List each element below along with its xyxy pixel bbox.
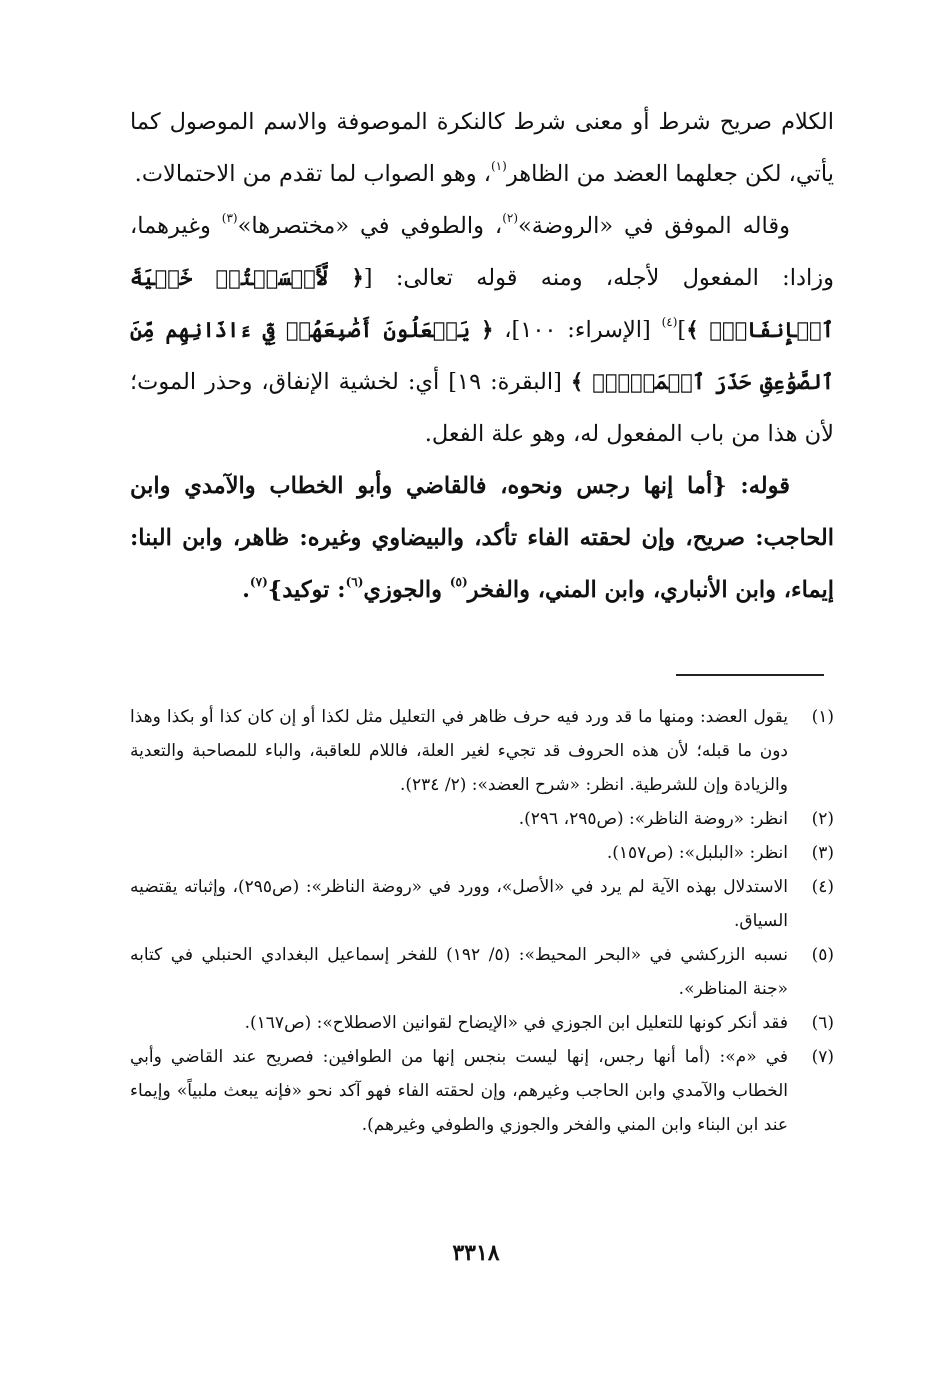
paragraph-1-text-a: الكلام صريح شرط أو معنى شرط كالنكرة الموصوفة والاسم الموصول كما يأتي، لكن جعلهما العضد من الظاهر — [130, 109, 834, 187]
footnote-ref-1: (١) — [490, 159, 507, 173]
footnote-number: (٧) — [811, 1047, 834, 1067]
footnote-text: انظر: «روضة الناظر»: (ص٢٩٥، ٢٩٦). — [518, 809, 788, 829]
footnote-4 — [130, 870, 834, 938]
footnote-number: (٢) — [811, 809, 834, 829]
page-number: ٣٣١٨ — [452, 1240, 500, 1266]
paragraph-2-text-a: وقاله الموفق في «الروضة» — [518, 213, 790, 239]
paragraph-1-text-b: ، وهو الصواب لما تقدم من الاحتمالات. — [134, 161, 491, 187]
footnote-ref-7: (٧) — [249, 575, 268, 589]
footnote-ref-5: (٥) — [449, 575, 468, 589]
footnote-ref-6: (٦) — [345, 575, 364, 589]
footnote-3 — [130, 836, 834, 870]
footnotes — [130, 700, 834, 1142]
footnote-text: فقد أنكر كونها للتعليل ابن الجوزي في «الإيضاح لقوانين الاصطلاح»: (ص١٦٧). — [244, 1013, 788, 1033]
paragraph-2-text-c: وغيرهما، وزادا: المفعول لأجله، ومنه قوله تعالى: [ — [130, 213, 834, 291]
footnote-ref-3: (٣) — [221, 211, 238, 225]
paragraph-3-text-a: قوله: {أما إنها رجس ونحوه، فالقاضي وأبو الخطاب والآمدي وابن الحاجب: صريح، وإن لحقته الفاء تأكد، والبيضاوي وغيره: ظاهر، وابن البنا: إيماء، وابن الأنباري، وابن المني، والفخر — [130, 473, 834, 603]
footnote-1 — [130, 700, 834, 802]
footnote-text: انظر: «البلبل»: (ص١٥٧). — [606, 843, 788, 863]
footnote-6 — [130, 1006, 834, 1040]
footnote-7 — [130, 1040, 834, 1142]
paragraph-3 — [130, 460, 834, 616]
paragraph-1 — [130, 96, 834, 200]
footnote-2 — [130, 802, 834, 836]
footnote-number: (١) — [811, 707, 834, 727]
paragraph-2 — [130, 200, 834, 460]
paragraph-3-text-b: والجوزي — [363, 577, 450, 603]
paragraph-2-text-e: [الإسراء: ١٠٠]، — [493, 317, 662, 343]
paragraph-3-text-c: : توكيد} — [267, 577, 346, 603]
footnote-5 — [130, 938, 834, 1006]
footnote-text: يقول العضد: ومنها ما قد ورد فيه حرف ظاهر في التعليل مثل لكذا أو إن كان كذا أو بكذا وهذا دون ما قبله؛ لأن هذه الحروف قد تجيء لغير العلة، فاللام للعاقبة، والباء للمصاحبة والتعدية والزيادة وإن للشرطية. انظر: «شرح العضد»: (٢/ ٢٣٤). — [130, 707, 789, 795]
paragraph-3-text-d: . — [242, 577, 250, 603]
footnote-text: الاستدلال بهذه الآية لم يرد في «الأصل»، وورد في «روضة الناظر»: (ص٢٩٥)، وإثباته يقتضيه السياق. — [130, 877, 788, 931]
footnote-text: نسبه الزركشي في «البحر المحيط»: (٥/ ١٩٢) للفخر إسماعيل البغدادي الحنبلي في كتابه «جنة المناظر». — [130, 945, 788, 999]
footnote-ref-2: (٢) — [502, 211, 519, 225]
footnote-separator — [676, 674, 824, 676]
footnote-text: في «م»: (أما أنها رجس، إنها ليست بنجس إنها من الطوافين: فصريح عند القاضي وأبي الخطاب والآمدي وابن الحاجب وغيرهم، وإن لحقته الفاء فهو آكد نحو «فإنه يبعث ملبياً» وإيماء عند ابن البناء وابن المني والفخر والجوزي والطوفي وغيرهم). — [130, 1047, 788, 1135]
quran-verse-2: ﴿ يَجۡعَلُونَ أَصَٰبِعَهُمۡ فِيٓ ءَاذَانِهِم مِّنَ ٱلصَّوَٰعِقِ حَذَرَ ٱلۡمَوۡتِۚ ﴾ — [130, 317, 834, 394]
footnote-number: (٥) — [811, 945, 834, 965]
quran-verse-1: ﴿ لَّأَمۡسَكۡتُمۡ خَشۡيَةَ ٱلۡإِنفَاقِۚ ﴾ — [130, 265, 834, 342]
paragraph-2-text-f: [البقرة: ١٩] أي: لخشية الإنفاق، وحذر الموت؛ لأن هذا من باب المفعول له، وهو علة الفعل. — [130, 369, 834, 447]
paragraph-2-text-d: ] — [677, 317, 687, 343]
footnote-number: (٤) — [811, 877, 834, 897]
main-text — [130, 96, 834, 616]
footnote-number: (٣) — [811, 843, 834, 863]
paragraph-2-text-b: ، والطوفي في «مختصرها» — [237, 213, 503, 239]
footnote-ref-4: (٤) — [661, 315, 678, 329]
footnote-number: (٦) — [811, 1013, 834, 1033]
